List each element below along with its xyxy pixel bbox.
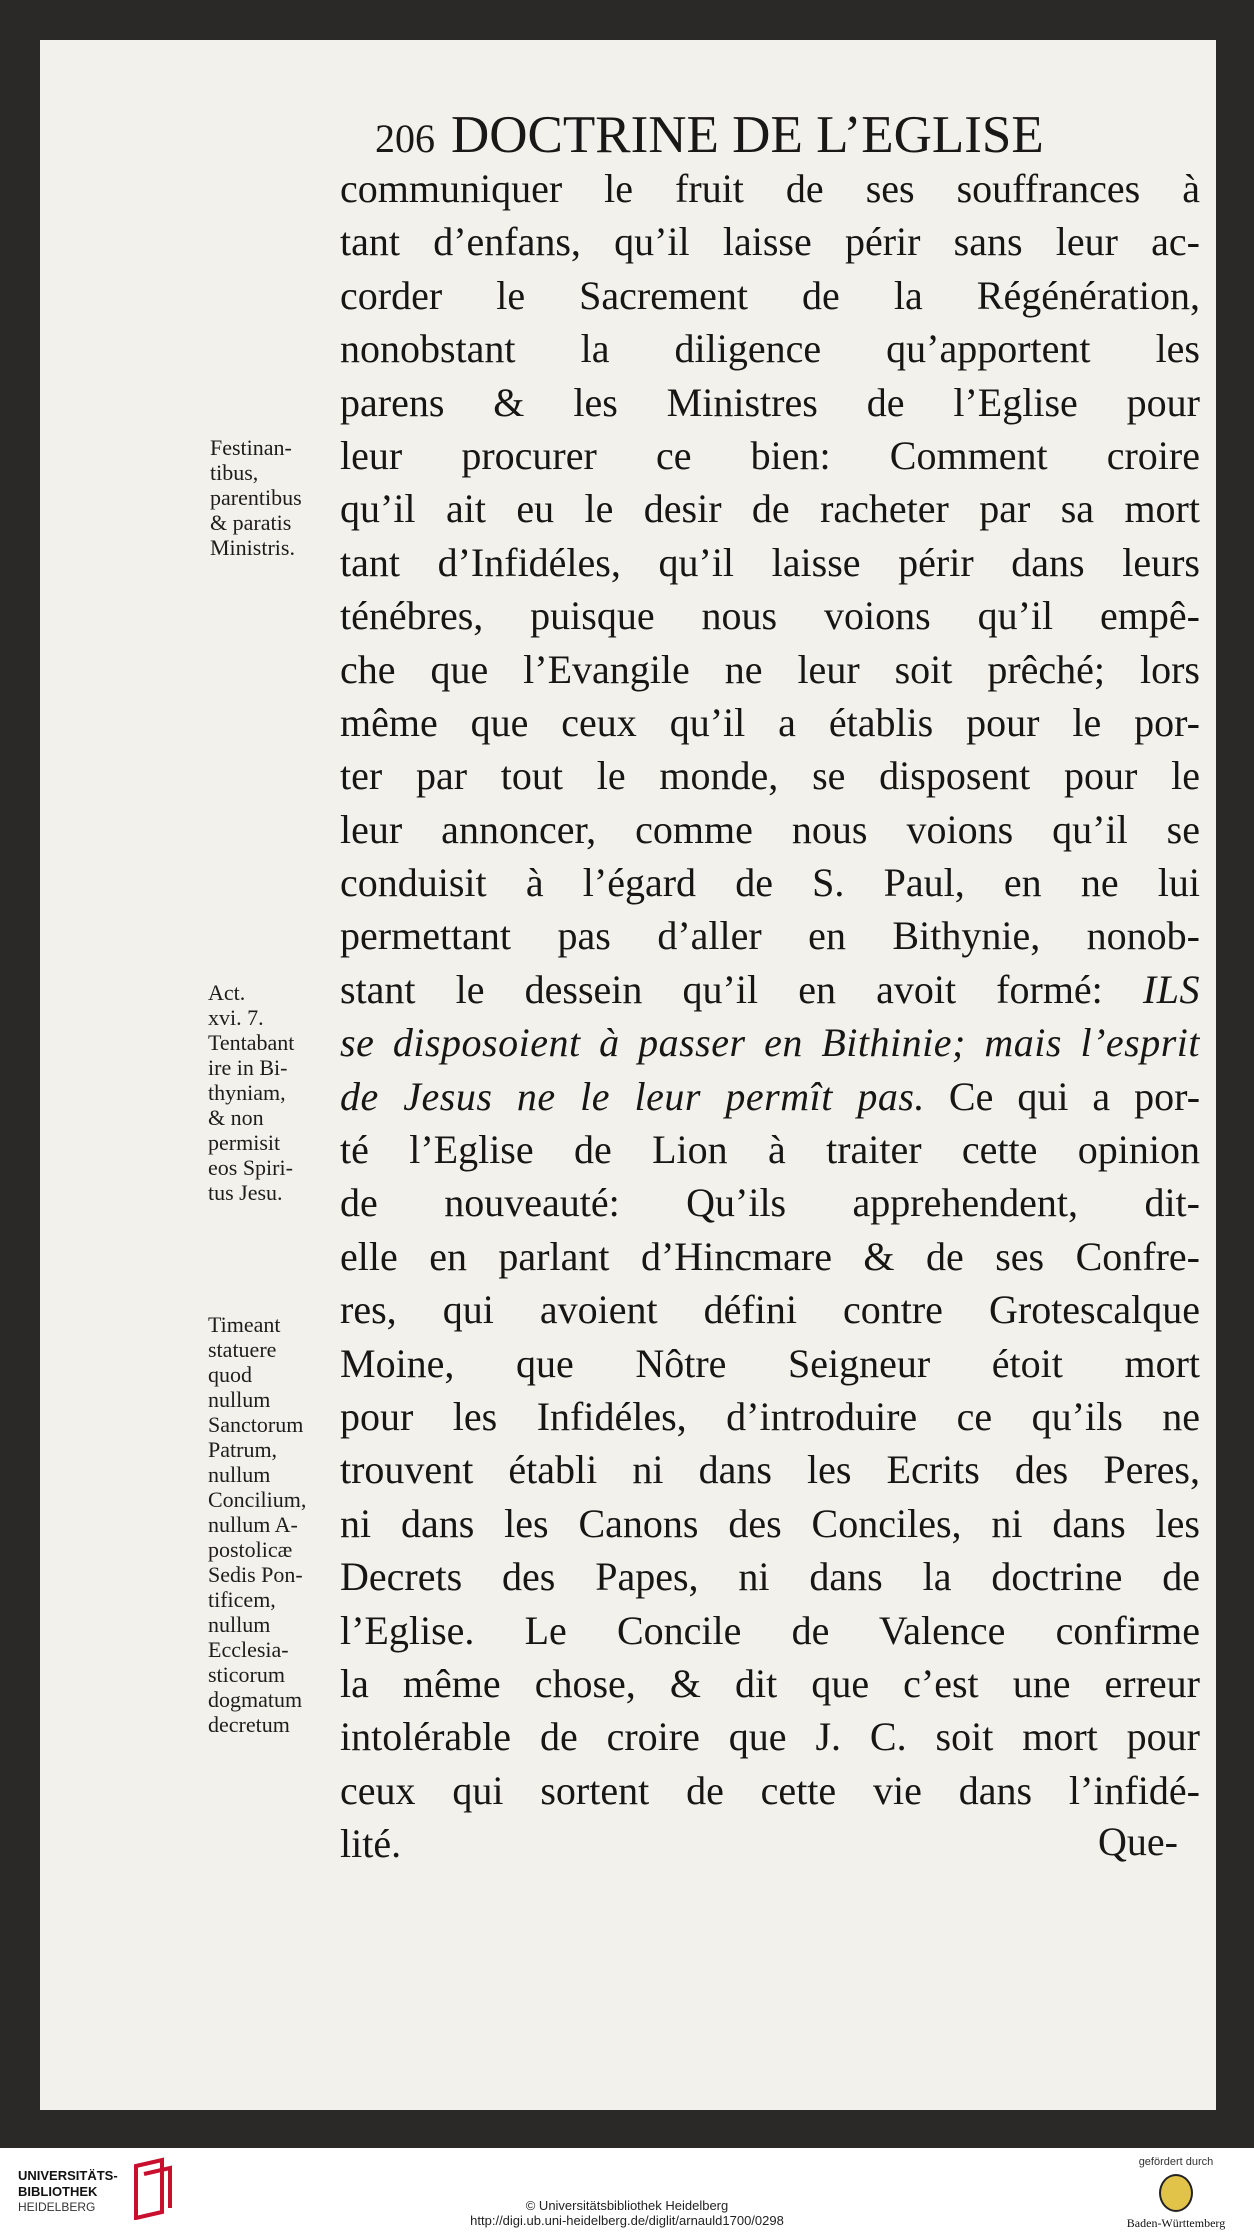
margin-note-line: Concilium, <box>208 1487 307 1512</box>
text-line: pour les Infidéles, d’introduire ce qu’ils ne <box>340 1393 1200 1439</box>
margin-note-line: parentibus <box>210 485 302 510</box>
text-line: qu’il ait eu le desir de racheter par sa mort <box>340 486 1200 532</box>
library-name-line3: HEIDELBERG <box>18 2200 96 2214</box>
margin-note-line: decretum <box>208 1712 290 1737</box>
text-line: ténébres, puisque nous voions qu’il empê- <box>340 593 1200 639</box>
text-line: lité. <box>340 1821 402 1867</box>
margin-note-line: quod <box>208 1362 252 1387</box>
margin-note-line: Festinan- <box>210 435 292 460</box>
margin-note-line: eos Spiri- <box>208 1155 293 1180</box>
running-head-title: DOCTRINE DE L’EGLISE <box>451 106 1044 164</box>
text-line: nonobstant la diligence qu’apportent les <box>340 326 1200 372</box>
text-line: de nouveauté: Qu’ils apprehendent, dit- <box>340 1180 1200 1226</box>
margin-note-line: sticorum <box>208 1662 285 1687</box>
italic-segment: se disposoient à passer en Bithinie; mais l’esprit <box>340 1020 1200 1066</box>
margin-note-line: tibus, <box>210 460 259 485</box>
text-line-italic <box>340 1016 1200 1069</box>
margin-note-line: & paratis <box>210 510 292 535</box>
margin-note-3 <box>208 1312 358 1737</box>
text-line: la même chose, & dit que c’est une erreur <box>340 1660 1200 1706</box>
margin-note-line: xvi. 7. <box>208 1005 264 1030</box>
margin-note-line: Ministris. <box>210 535 295 560</box>
sponsor-name: Baden-Württemberg <box>1126 2216 1226 2230</box>
sponsor-block[interactable] <box>1116 2156 1236 2231</box>
library-name-line1: UNIVERSITÄTS- <box>18 2168 118 2183</box>
coat-of-arms-icon <box>1159 2174 1193 2212</box>
catchword: Que- <box>1098 1819 1178 1864</box>
copyright-text: © Universitätsbibliothek Heidelberg <box>525 2198 729 2213</box>
margin-note-line: postolicæ <box>208 1537 293 1562</box>
text-line: conduisit à l’égard de S. Paul, en ne lui <box>340 860 1200 906</box>
sponsor-label: gefördert durch <box>1138 2156 1214 2168</box>
margin-note-line: tificem, <box>208 1587 276 1612</box>
text-line: Decrets des Papes, ni dans la doctrine de <box>340 1554 1200 1600</box>
margin-note-line: Ecclesia- <box>208 1637 289 1662</box>
library-name-line2: BIBLIOTHEK <box>18 2184 98 2199</box>
text-line: ceux qui sortent de cette vie dans l’infidé- <box>340 1767 1200 1813</box>
margin-note-line: Sedis Pon- <box>208 1562 303 1587</box>
text-line: ter par tout le monde, se disposent pour le <box>340 753 1200 799</box>
text-line: res, qui avoient défini contre Grotescalque <box>340 1287 1200 1333</box>
margin-note-line: Sanctorum <box>208 1412 304 1437</box>
text-line: communiquer le fruit de ses souffrances à <box>340 166 1200 211</box>
text-line: elle en parlant d’Hincmare & de ses Confre- <box>340 1233 1200 1279</box>
text-line: té l’Eglise de Lion à traiter cette opinion <box>340 1127 1200 1173</box>
main-text-block <box>340 162 1200 1871</box>
margin-note-line: Act. <box>208 980 246 1005</box>
margin-note-line: Patrum, <box>208 1437 278 1462</box>
text-line-mixed <box>340 1070 1200 1123</box>
footer-credits <box>0 2198 1254 2228</box>
text-segment: stant le dessein qu’il en avoit formé: <box>340 966 1103 1012</box>
text-line: corder le Sacrement de la Régénération, <box>340 272 1200 318</box>
text-line: l’Eglise. Le Concile de Valence confirme <box>340 1607 1200 1653</box>
text-line: Moine, que Nôtre Seigneur étoit mort <box>340 1340 1200 1386</box>
margin-note-line: nullum A- <box>208 1512 298 1537</box>
page-number: 206 <box>375 116 435 161</box>
text-line: leur procurer ce bien: Comment croire <box>340 432 1200 478</box>
margin-note-line: & non <box>208 1105 264 1130</box>
text-line: tant d’enfans, qu’il laisse périr sans leur ac- <box>340 219 1200 265</box>
text-segment: Ce qui a por- <box>948 1073 1200 1119</box>
text-line: intolérable de croire que J. C. soit mort pour <box>340 1714 1200 1760</box>
italic-segment: de Jesus ne le leur permît pas. <box>340 1073 925 1119</box>
margin-note-line: ire in Bi- <box>208 1055 288 1080</box>
margin-note-line: Tentabant <box>208 1030 295 1055</box>
margin-note-line: nullum <box>208 1612 271 1637</box>
margin-note-line: statuere <box>208 1337 277 1362</box>
running-header <box>375 105 1205 165</box>
text-line: même que ceux qu’il a établis pour le por- <box>340 699 1200 745</box>
italic-segment: ILS <box>1142 966 1200 1012</box>
text-line: che que l’Evangile ne leur soit prêché; lors <box>340 646 1200 692</box>
text-line: parens & les Ministres de l’Eglise pour <box>340 379 1200 425</box>
text-line: tant d’Infidéles, qu’il laisse périr dans leurs <box>340 539 1200 585</box>
margin-note-line: nullum <box>208 1387 271 1412</box>
margin-note-1 <box>210 435 360 560</box>
margin-note-line: thyniam, <box>208 1080 286 1105</box>
text-line: leur annoncer, comme nous voions qu’il se <box>340 806 1200 852</box>
margin-note-line: nullum <box>208 1462 271 1487</box>
text-line: trouvent établi ni dans les Ecrits des Peres, <box>340 1447 1200 1493</box>
margin-note-line: dogmatum <box>208 1687 303 1712</box>
book-page <box>40 40 1216 2110</box>
permalink-url[interactable]: http://digi.ub.uni-heidelberg.de/diglit/arnauld1700/0298 <box>470 2213 784 2228</box>
margin-note-line: permisit <box>208 1130 281 1155</box>
text-line: permettant pas d’aller en Bithynie, nonob- <box>340 913 1200 959</box>
text-line: ni dans les Canons des Conciles, ni dans les <box>340 1500 1200 1546</box>
margin-note-line: Timeant <box>208 1312 281 1337</box>
text-line-mixed <box>340 963 1200 1016</box>
margin-note-2 <box>208 980 358 1205</box>
margin-note-line: tus Jesu. <box>208 1180 283 1205</box>
footer-bar <box>0 2148 1254 2237</box>
